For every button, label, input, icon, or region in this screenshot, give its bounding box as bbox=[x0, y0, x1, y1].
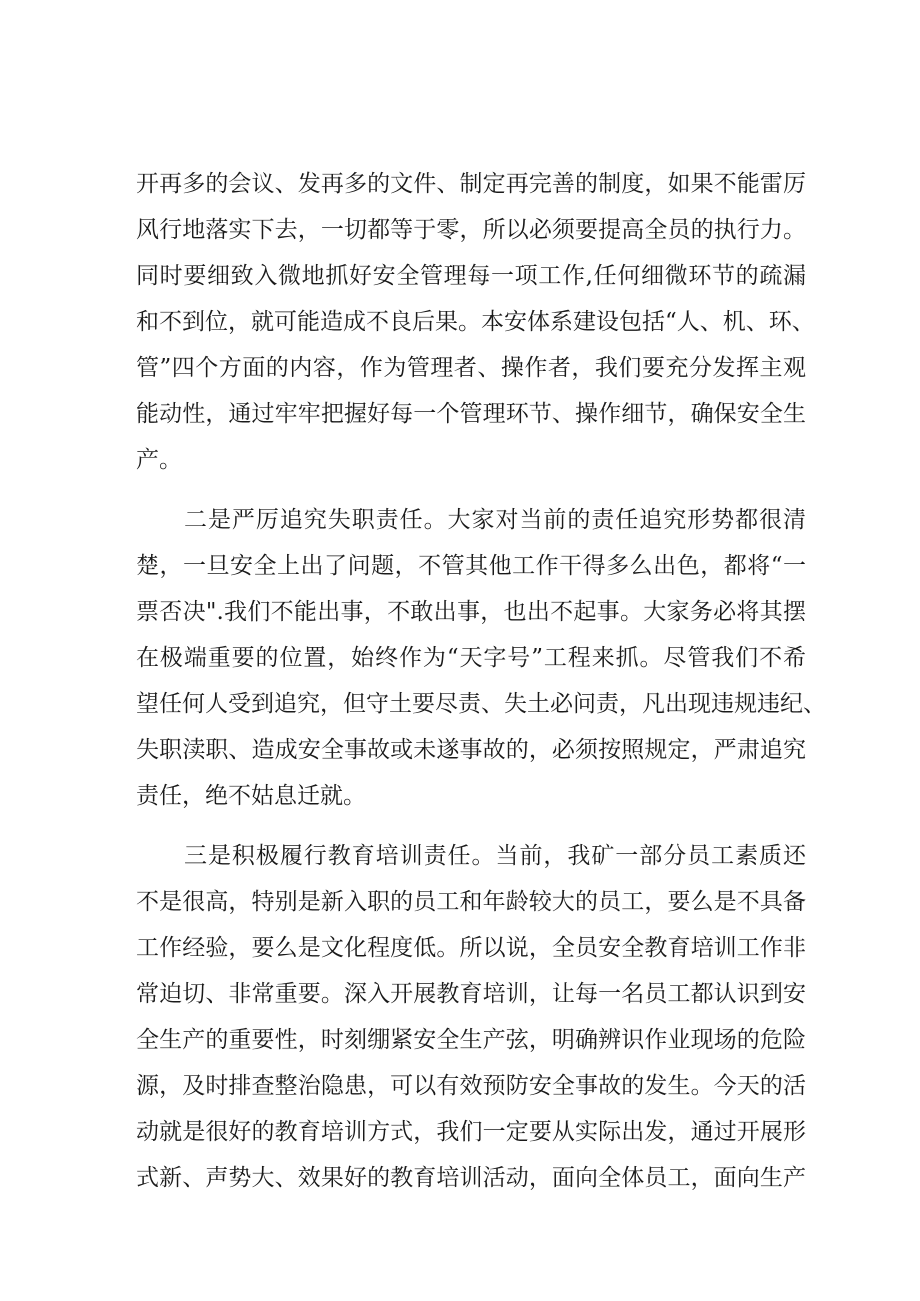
text-line: 不是很高，特别是新入职的员工和年龄较大的员工，要么是不具备 bbox=[136, 889, 806, 915]
text-line: 同时要细致入微地抓好安全管理每一项工作,任何细微环节的疏漏 bbox=[136, 263, 806, 289]
text-line: 楚，一旦安全上出了问题，不管其他工作干得多么出色，都将“一 bbox=[136, 553, 806, 579]
text-line: 责任，绝不姑息迁就。 bbox=[136, 783, 366, 809]
text-line: 望任何人受到追究，但守土要尽责、失土必问责，凡出现违规违纪、 bbox=[136, 691, 826, 717]
text-line: 二是严厉追究失职责任。大家对当前的责任追究形势都很清 bbox=[184, 507, 806, 533]
text-line: 工作经验，要么是文化程度低。所以说，全员安全教育培训工作非 bbox=[136, 935, 806, 961]
text-line: 全生产的重要性，时刻绷紧安全生产弦，明确辨识作业现场的危险 bbox=[136, 1027, 806, 1053]
text-line: 失职渎职、造成安全事故或未遂事故的，必须按照规定，严肃追究 bbox=[136, 737, 806, 763]
text-line: 风行地落实下去，一切都等于零，所以必须要提高全员的执行力。 bbox=[136, 217, 806, 243]
text-line: 能动性，通过牢牢把握好每一个管理环节、操作细节，确保安全生 bbox=[136, 401, 806, 427]
text-line: 式新、声势大、效果好的教育培训活动，面向全体员工，面向生产 bbox=[136, 1165, 806, 1191]
text-line: 和不到位，就可能造成不良后果。本安体系建设包括“人、机、环、 bbox=[136, 309, 815, 335]
text-line: 票否决".我们不能出事，不敢出事，也出不起事。大家务必将其摆 bbox=[136, 599, 806, 625]
text-line: 三是积极履行教育培训责任。当前，我矿一部分员工素质还 bbox=[184, 843, 806, 869]
text-line: 源，及时排查整治隐患，可以有效预防安全事故的发生。今天的活 bbox=[136, 1073, 806, 1099]
text-line: 开再多的会议、发再多的文件、制定再完善的制度，如果不能雷厉 bbox=[136, 171, 806, 197]
text-line: 常迫切、非常重要。深入开展教育培训，让每一名员工都认识到安 bbox=[136, 981, 806, 1007]
text-line: 产。 bbox=[136, 447, 182, 473]
text-line: 在极端重要的位置，始终作为“天字号”工程来抓。尽管我们不希 bbox=[136, 645, 806, 671]
text-line: 动就是很好的教育培训方式，我们一定要从实际出发，通过开展形 bbox=[136, 1119, 806, 1145]
text-line: 管”四个方面的内容，作为管理者、操作者，我们要充分发挥主观 bbox=[136, 355, 806, 381]
